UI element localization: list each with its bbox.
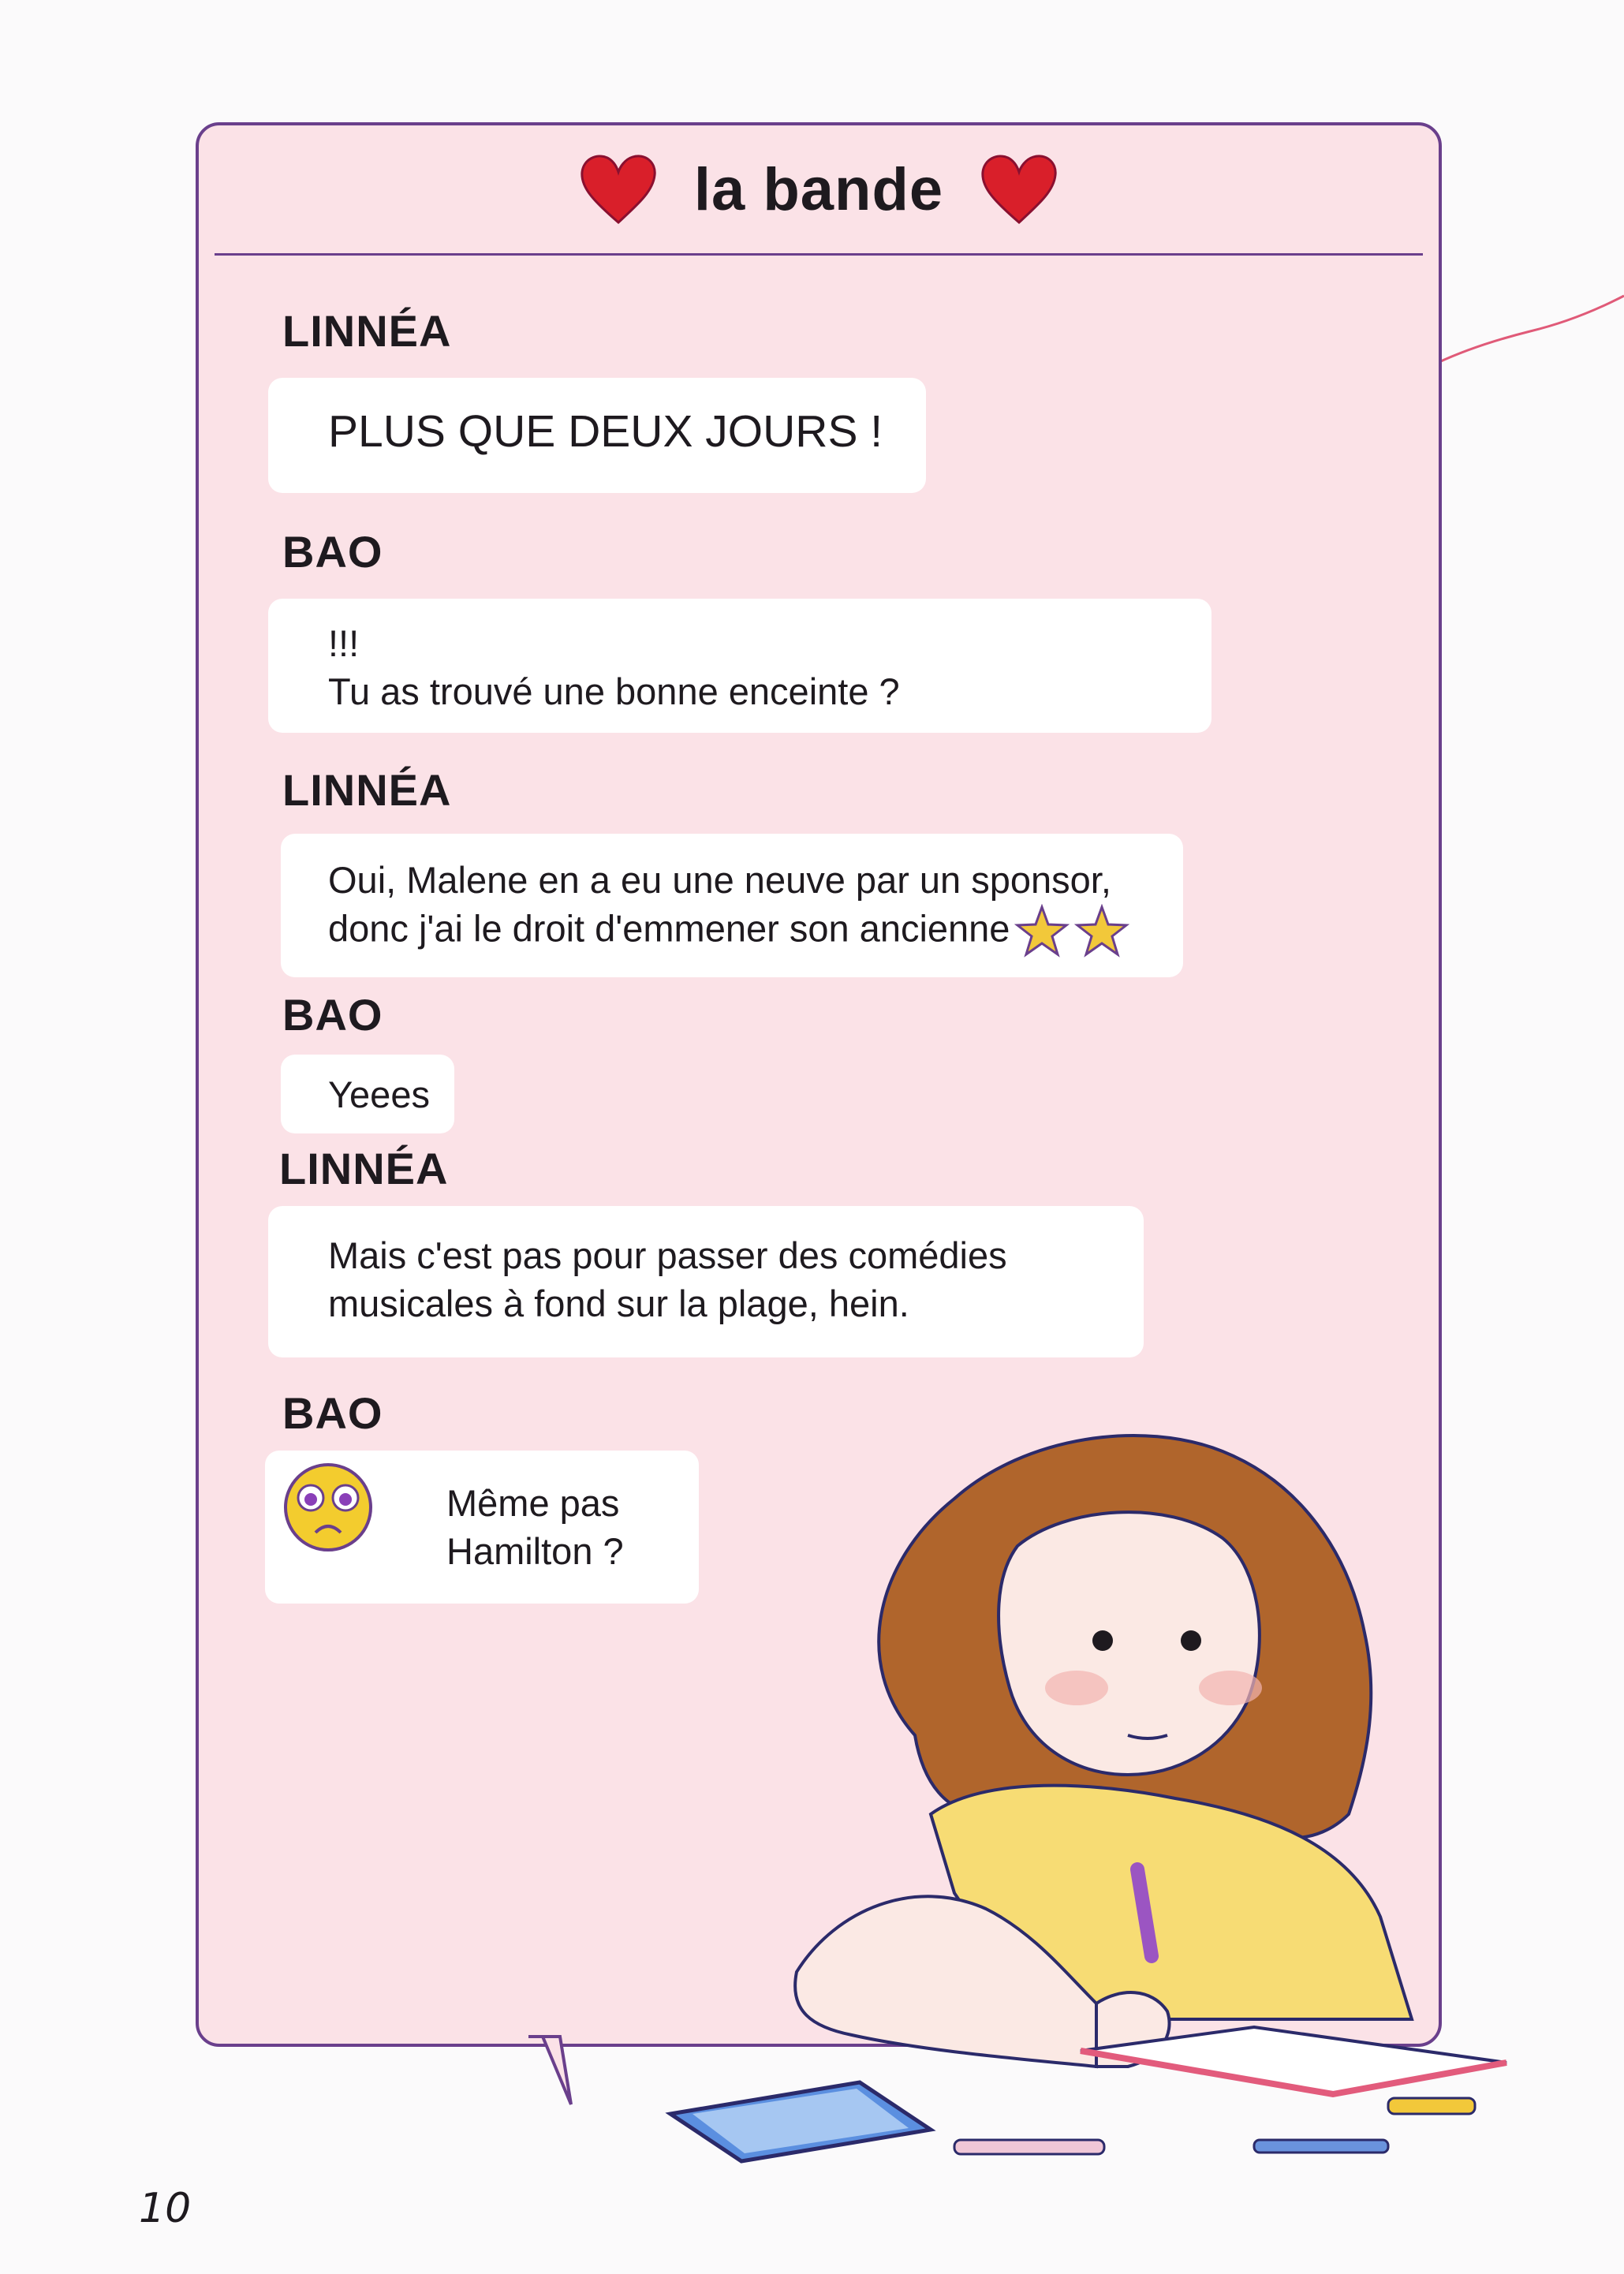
star-icon [1014,904,1070,959]
message-text: !!! [328,622,360,664]
chat-title: la bande [693,155,944,223]
message-sender: LINNÉA [282,306,452,356]
message-sender: LINNÉA [279,1144,449,1193]
message-text: PLUS QUE DEUX JOURS ! [328,406,883,457]
message-sender: BAO [282,1388,383,1438]
speech-tail [527,2035,574,2106]
message-text: Tu as trouvé une bonne enceinte ? [328,670,900,712]
message-text: Hamilton ? [446,1530,624,1572]
girl-writing-illustration [655,1404,1624,2195]
message-text: Oui, Malene en a eu une neuve par un sponsor, [328,859,1111,901]
message-text: Même pas [446,1482,620,1524]
message-bubble [268,599,1211,733]
message-text: Mais c'est pas pour passer des comédies [328,1234,1007,1276]
page-number: 10 [139,2185,192,2232]
message-sender: BAO [282,990,383,1040]
message-sender: LINNÉA [282,765,452,815]
message-text: Yeees [328,1074,430,1115]
message-bubble [268,1206,1144,1357]
heart-icon [579,153,658,226]
message-text-fragment: donc j'ai le droit d'emmener son ancienne [328,907,1010,950]
heart-icon [980,153,1058,226]
message-bubble [281,1055,454,1133]
chat-header [215,125,1423,256]
message-sender: BAO [282,527,383,577]
message-bubble [281,834,1183,977]
message-text [328,904,1183,959]
message-bubble [265,1451,699,1604]
message-text: musicales à fond sur la plage, hein. [328,1283,909,1324]
star-icon [1074,904,1129,959]
sad-face-emoji-icon [281,1460,375,1555]
message-bubble [268,378,926,493]
